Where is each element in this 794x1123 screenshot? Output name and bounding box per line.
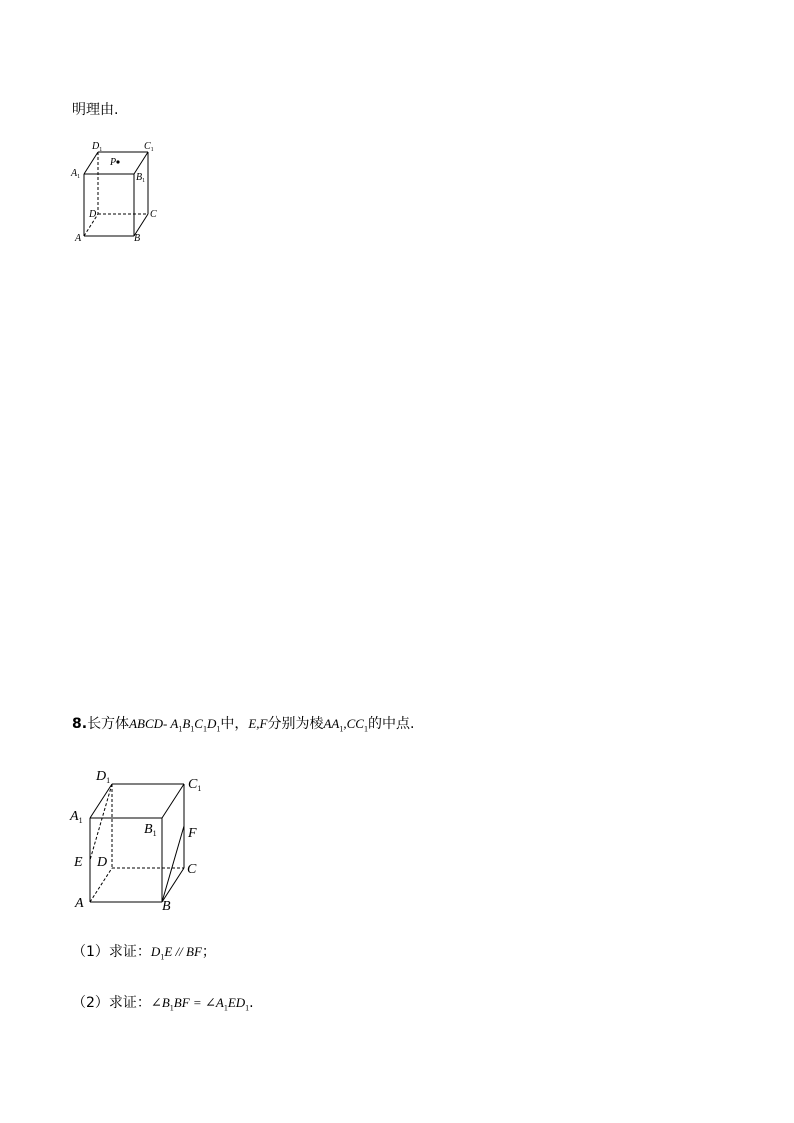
label-a1: $A_1$ [70,809,83,825]
label-p: P [110,157,117,168]
label-b: B [162,899,171,914]
label-b: B [134,233,141,244]
part-2 [72,993,254,1019]
label-c1: $C_1$ [144,141,154,153]
edge-aa1-label: $AA_1,CC_1$ [323,716,368,734]
figure-1-cuboid [66,138,166,248]
label-a: A [75,233,82,244]
problem-8-statement [72,714,414,740]
label-c: C [150,209,157,220]
part-2-end: . [249,995,254,1011]
label-e: E [74,855,83,870]
point-p-dot [116,160,119,163]
label-a1: $A_1$ [71,168,81,180]
label-b1: $B_1$ [136,172,146,184]
label-d: D [89,209,97,220]
label-a: A [75,896,84,911]
continuation-text: 明理由. [72,102,119,118]
part-1-expression: $D_1E$ // BF [150,944,202,962]
label-d1: $D_1$ [92,141,103,153]
label-d: D [97,855,108,870]
points-ef: E,F [248,716,268,731]
figure-2-cuboid [66,762,216,917]
edge-b1c1 [134,152,148,174]
problem-text-middle2: 分别为棱 [267,716,324,732]
edge-b1c1 [162,784,184,818]
problem-text-middle: 中， [220,716,249,732]
label-c: C [187,862,197,877]
label-d1: $D_1$ [96,769,111,785]
part-1 [72,942,216,968]
problem-text-before: 长方体 [87,716,130,732]
problem-number: 8. [72,716,88,732]
segment-d1e-hidden [90,784,112,860]
label-b1: $B_1$ [144,822,157,838]
edge-a1d1 [90,784,112,818]
part-1-label: （1）求证： [72,944,151,960]
edge-bc [162,868,184,902]
part-1-end: ； [201,944,216,960]
segment-bf [162,826,184,902]
part-2-expression: $\angle B_1BF$ = $\angle A_1ED_1$ [150,995,250,1013]
label-c1: $C_1$ [188,777,202,793]
edge-a1d1 [84,152,98,174]
problem-text-after: 的中点. [367,716,415,732]
label-f: F [188,826,197,841]
edge-ad-hidden [90,868,112,902]
solid-name: ABCD- $A_1B_1C_1D_1$ [129,716,221,734]
part-2-label: （2）求证： [72,995,151,1011]
